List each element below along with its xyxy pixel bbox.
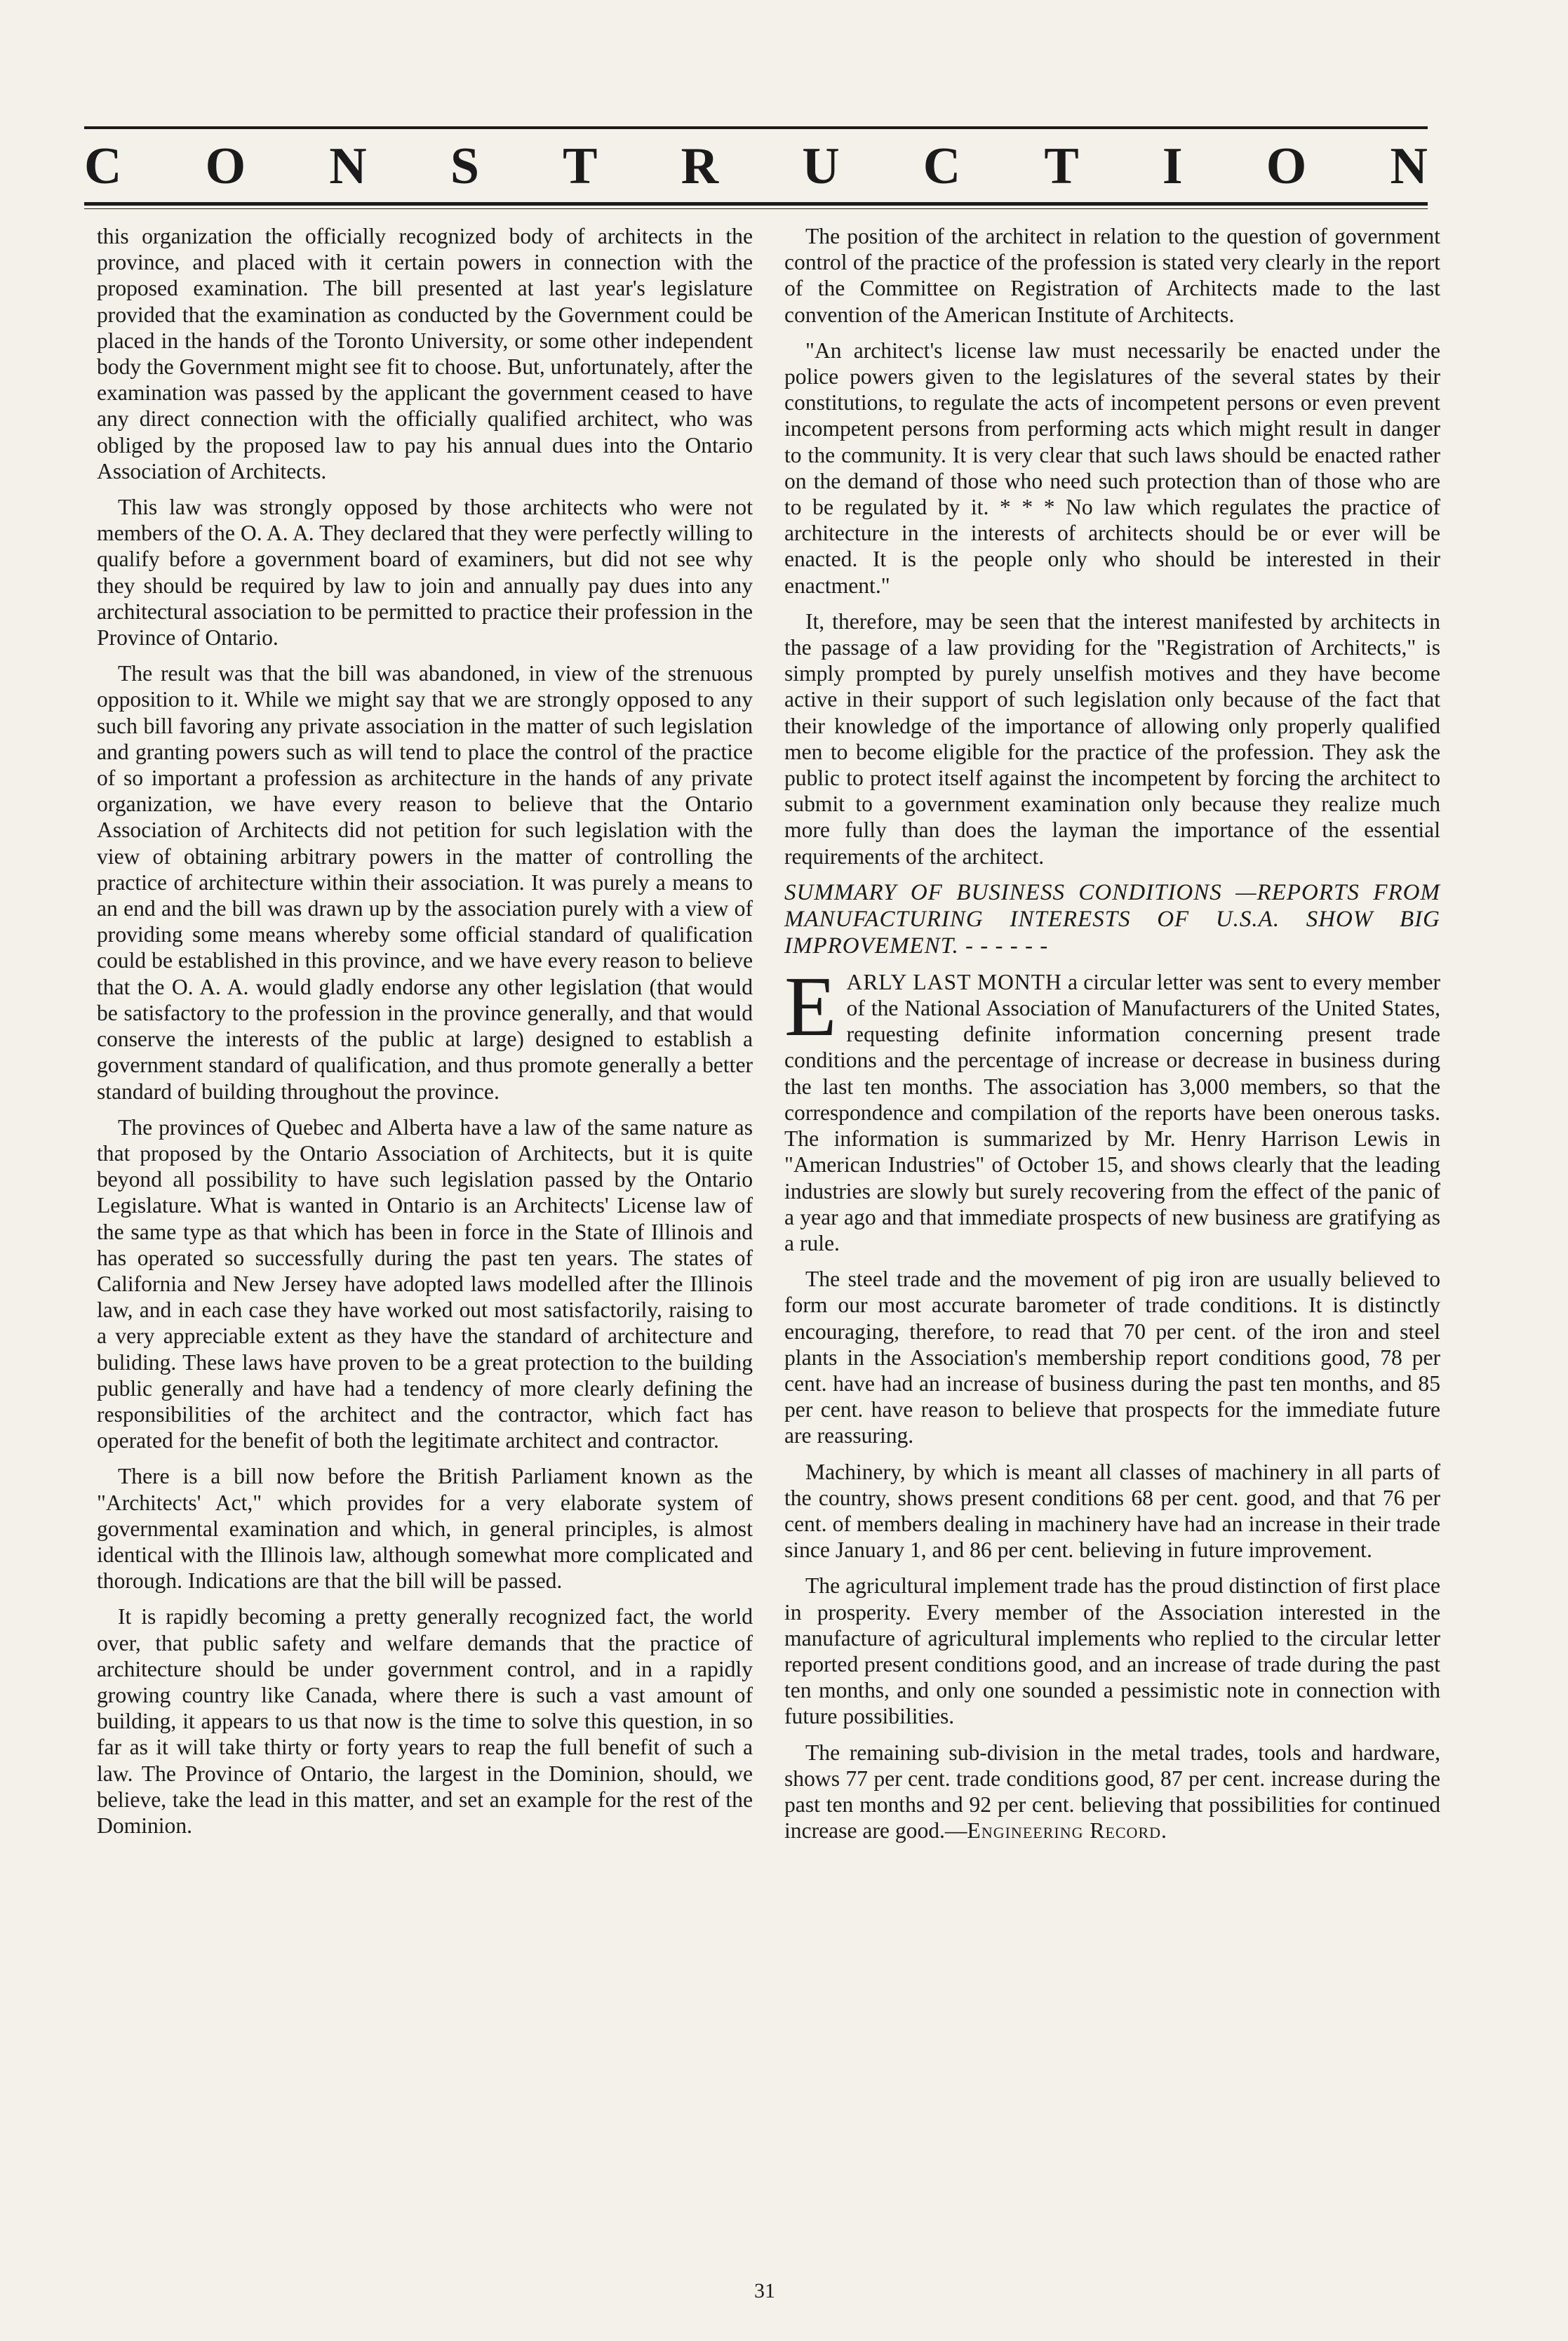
right-column (784, 223, 1440, 1853)
body-paragraph: Machinery, by which is meant all classes of machinery in all parts of the country, shows present conditions 68 per cent. good, and that 76 per cent. of members dealing in machinery have had an increase in their trade since January 1, and 86 per cent. believing in future improvement. (784, 1459, 1440, 1563)
body-paragraph-final (784, 1740, 1440, 1844)
masthead-title (84, 135, 1428, 198)
body-paragraph: The provinces of Quebec and Alberta have a law of the same nature as that proposed by the Ontario Association of Architects, but it is quite beyond all possibility to have such legislation passed by the Ontario Legislature. What is wanted in Ontario is an Architects' License law of the same type as that which has been in force in the State of Illinois and has operated so successfully during the past ten years. The states of California and New Jersey have adopted laws modelled after the Illinois law, and in each case they have worked out most satisfactorily, raising to a very appreciable extent as they have the standard of architecture and buliding. These laws have proven to be a great protection to the building public generally and have had a tendency of more clearly defining the responsibilities of the architect and the contractor, which fact has operated for the benefit of both the legitimate architect and contractor. (97, 1114, 753, 1453)
masthead-letter: T (1044, 138, 1079, 195)
body-paragraph: This law was strongly opposed by those architects who were not members of the O. A. A. They declared that they were perfectly willing to qualify before a government board of examiners, but did not see why they should be required by law to join and annually pay dues into any architectural association to be permitted to practice their profession in the Province of Ontario. (97, 495, 753, 651)
masthead-letter: R (681, 138, 719, 195)
body-paragraph: this organization the officially recognized body of architects in the province, and placed with it certain powers in connection with the proposed examination. The bill presented at last year's legislature provided that the examination as conducted by the Government could be placed in the hands of the Toronto University, or some other independent body the Government might see fit to choose. But, unfortunately, after the examination was passed by the applicant the government ceased to have any direct connection with the officially qualified architect, who was obliged by the proposed law to pay his annual dues into the Ontario Association of Architects. (97, 224, 753, 483)
masthead-letter: N (329, 138, 367, 195)
lead-in-text: ARLY LAST MONTH (846, 969, 1062, 994)
masthead-letter: C (84, 138, 122, 195)
body-paragraph: The agricultural implement trade has the proud distinction of first place in prosperity. Every member of the Association interested in the manufacture of agricultural implements who replied to the circular letter reported present conditions good, and an increase of trade during the past ten months, and only one sounded a pessimistic note in connection with future possibilities. (784, 1573, 1440, 1729)
lead-body-text: a circular letter was sent to every member of the National Association of Manufacturers of the United States, requesting definite information concerning present trade conditions and the percentage of increase or decrease in business during the last ten months. The association has 3,000 members, so that the correspondence and compilation of the reports have been onerous tasks. The information is summarized by Mr. Henry Harrison Lewis in "American Industries" of October 15, and shows clearly that the leading industries are slowly but surely recovering from the effect of the panic of a year ago and that immediate prospects of new business are gratifying as a rule. (784, 969, 1440, 1255)
masthead-letter: U (802, 138, 840, 195)
masthead-rule-thin (84, 208, 1428, 209)
masthead-letter: I (1162, 138, 1183, 195)
left-column (97, 223, 753, 1848)
body-paragraph: It is rapidly becoming a pretty generally recognized fact, the world over, that public safety and welfare demands that the practice of architecture should be under government control, and in a rapidly growing country like Canada, where there is such a vast amount of building, it appears to us that now is the time to solve this question, in so far as it will take thirty or forty years to reap the full benefit of such a law. The Province of Ontario, the largest in the Dominion, should, we believe, take the lead in this matter, and set an example for the rest of the Dominion. (97, 1604, 753, 1838)
masthead-letter: O (205, 138, 246, 195)
body-paragraph: It, therefore, may be seen that the interest manifested by architects in the passage of a law providing for the "Registration of Architects," is simply prompted by purely unselfish motives and they have become active in their support of such legislation only because of the fact that their knowledge of the importance of allowing only properly qualified men to become eligible for the practice of the profession. They ask the public to protect itself against the incompetent by forcing the architect to submit to a government examination only because they realize much more fully than does the layman the importance of the essential requirements of the architect. (784, 608, 1440, 869)
quoted-paragraph: "An architect's license law must necessarily be enacted under the police powers given to the legislatures of the several states by their constitutions, to regulate the acts of incompetent persons or even prevent incompetent persons from performing acts which might result in danger to the community. It is very clear that such laws should be enacted rather on the demand of those who need such protection than of those who are to be regulated by it. * * * No law which regulates the practice of architecture in the interests of architects should be or ever will be enacted. It is the people only who should be interested in their enactment." (784, 338, 1440, 598)
article-headline: SUMMARY OF BUSINESS CONDITIONS —REPORTS FROM MANUFACTURING INTERESTS OF U.S.A. SHOW BIG IMPROVEMENT. - - - - - - (784, 879, 1440, 959)
masthead-letter: T (563, 138, 598, 195)
masthead-letter: N (1390, 138, 1428, 195)
masthead-letter: O (1266, 138, 1307, 195)
body-paragraph: There is a bill now before the British Parliament known as the "Architects' Act," which provides for a very elaborate system of governmental examination and which, in general principles, is almost identical with the Illinois law, although somewhat more complicated and thorough. Indications are that the bill will be passed. (97, 1464, 753, 1594)
masthead-letter: C (923, 138, 961, 195)
masthead-letter: S (450, 138, 479, 195)
final-paragraph-text: The remaining sub-division in the metal trades, tools and hardware, shows 77 per cent. trade conditions good, 87 per cent. increase during the past ten months and 92 per cent. believing that possibilities for continued increase are good.— (784, 1740, 1440, 1843)
body-paragraph: The position of the architect in relation to the question of government control of the practice of the profession is stated very clearly in the report of the Committee on Registration of Architects made to the last convention of the American Institute of Architects. (784, 224, 1440, 327)
masthead-rule-top (84, 126, 1428, 129)
lead-paragraph (784, 959, 1440, 1256)
body-paragraph: The steel trade and the movement of pig iron are usually believed to form our most accurate barometer of trade conditions. It is distinctly encouraging, therefore, to read that 70 per cent. of the iron and steel plants in the Association's membership report conditions good, 78 per cent. have had an increase of business during the past ten months, and 85 per cent. have reason to believe that prospects for the immediate future are reassuring. (784, 1267, 1440, 1448)
masthead-rule-bottom (84, 202, 1428, 206)
source-credit: Engineering Record. (967, 1818, 1167, 1843)
drop-cap: E (784, 959, 837, 1054)
page-number: 31 (754, 2279, 775, 2302)
body-paragraph: The result was that the bill was abandoned, in view of the strenuous opposition to it. While we might say that we are strongly opposed to any such bill favoring any private association in the matter of such legislation and granting powers such as will tend to place the control of the practice of so important a profession as architecture in the hands of any private organization, we have every reason to believe that the Ontario Association of Architects did not petition for such legislation with the view of obtaining arbitrary powers in the matter of controlling the practice of architecture within their association. It was purely a means to an end and the bill was drawn up by the association purely with a view of providing some means whereby some official standard of qualification could be established in this province, and we have every reason to believe that the O. A. A. would gladly endorse any other legislation (that would be satisfactory to the profession in the province generally, and that would conserve the interests of the public at large) designed to establish a government standard of qualification, and thus promote generally a better standard of building throughout the province. (97, 661, 753, 1104)
